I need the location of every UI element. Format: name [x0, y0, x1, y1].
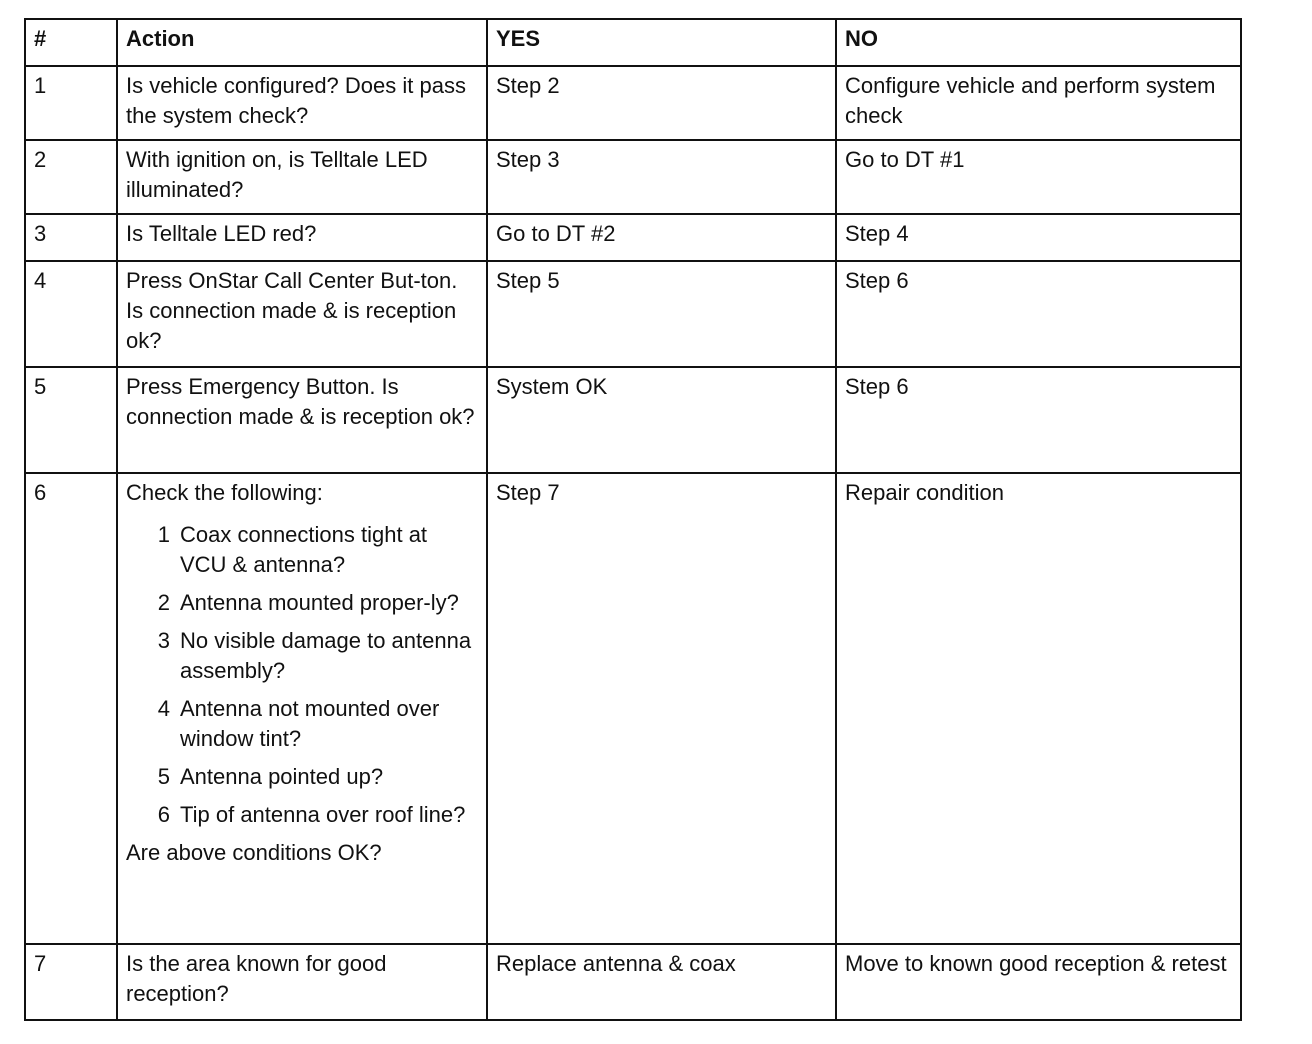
list-item: [126, 762, 478, 792]
row-no: Step 6: [836, 367, 1241, 473]
row-yes: Step 2: [487, 66, 836, 140]
row-action-cell: [117, 473, 487, 944]
row-action: Is vehicle configured? Does it pass the system check?: [117, 66, 487, 140]
list-item: [126, 588, 478, 618]
list-item: [126, 626, 478, 686]
row-action: Press OnStar Call Center But-ton. Is connection made & is reception ok?: [117, 261, 487, 367]
header-no: NO: [836, 19, 1241, 66]
row-num: 7: [25, 944, 117, 1020]
check-text: Antenna not mounted over window tint?: [180, 696, 440, 751]
check-number: 6: [157, 802, 170, 827]
table-row: [25, 367, 1241, 473]
check-list: [126, 520, 478, 830]
check-number: 3: [157, 628, 170, 653]
table-row: [25, 66, 1241, 140]
check-text: Coax connections tight at VCU & antenna?: [180, 522, 428, 577]
table-row: [25, 214, 1241, 261]
table-row: [25, 473, 1241, 944]
check-text: Antenna pointed up?: [180, 764, 384, 789]
row-num: 4: [25, 261, 117, 367]
row-action: Is the area known for good reception?: [117, 944, 487, 1020]
list-item: [126, 520, 478, 580]
row-num: 2: [25, 140, 117, 214]
row-no: Move to known good reception & retest: [836, 944, 1241, 1020]
diagnostic-table: [24, 18, 1242, 1021]
row-yes: System OK: [487, 367, 836, 473]
check-text: Tip of antenna over roof line?: [180, 802, 466, 827]
check-number: 1: [157, 522, 170, 547]
row-yes: Step 7: [487, 473, 836, 944]
row-action: Check the following:: [126, 480, 323, 505]
check-question: Are above conditions OK?: [126, 840, 382, 865]
row-no: Step 4: [836, 214, 1241, 261]
check-text: No visible damage to antenna assembly?: [180, 628, 472, 683]
row-no: Go to DT #1: [836, 140, 1241, 214]
header-yes: YES: [487, 19, 836, 66]
check-number: 4: [157, 696, 170, 721]
header-num: #: [25, 19, 117, 66]
table-row: [25, 140, 1241, 214]
header-row: [25, 19, 1241, 66]
row-no: Repair condition: [836, 473, 1241, 944]
check-number: 2: [157, 590, 170, 615]
row-yes: Step 3: [487, 140, 836, 214]
check-number: 5: [157, 764, 170, 789]
row-no: Configure vehicle and perform system check: [836, 66, 1241, 140]
row-yes: Go to DT #2: [487, 214, 836, 261]
row-num: 1: [25, 66, 117, 140]
header-action: Action: [117, 19, 487, 66]
list-item: [126, 800, 478, 830]
row-action: With ignition on, is Telltale LED illuminated?: [117, 140, 487, 214]
row-action: Press Emergency Button. Is connection made & is reception ok?: [117, 367, 487, 473]
row-yes: Replace antenna & coax: [487, 944, 836, 1020]
row-num: 6: [25, 473, 117, 944]
check-text: Antenna mounted proper-ly?: [180, 590, 459, 615]
row-num: 5: [25, 367, 117, 473]
row-num: 3: [25, 214, 117, 261]
row-yes: Step 5: [487, 261, 836, 367]
table-row: [25, 944, 1241, 1020]
row-no: Step 6: [836, 261, 1241, 367]
list-item: [126, 694, 478, 754]
table-row: [25, 261, 1241, 367]
row-action: Is Telltale LED red?: [117, 214, 487, 261]
